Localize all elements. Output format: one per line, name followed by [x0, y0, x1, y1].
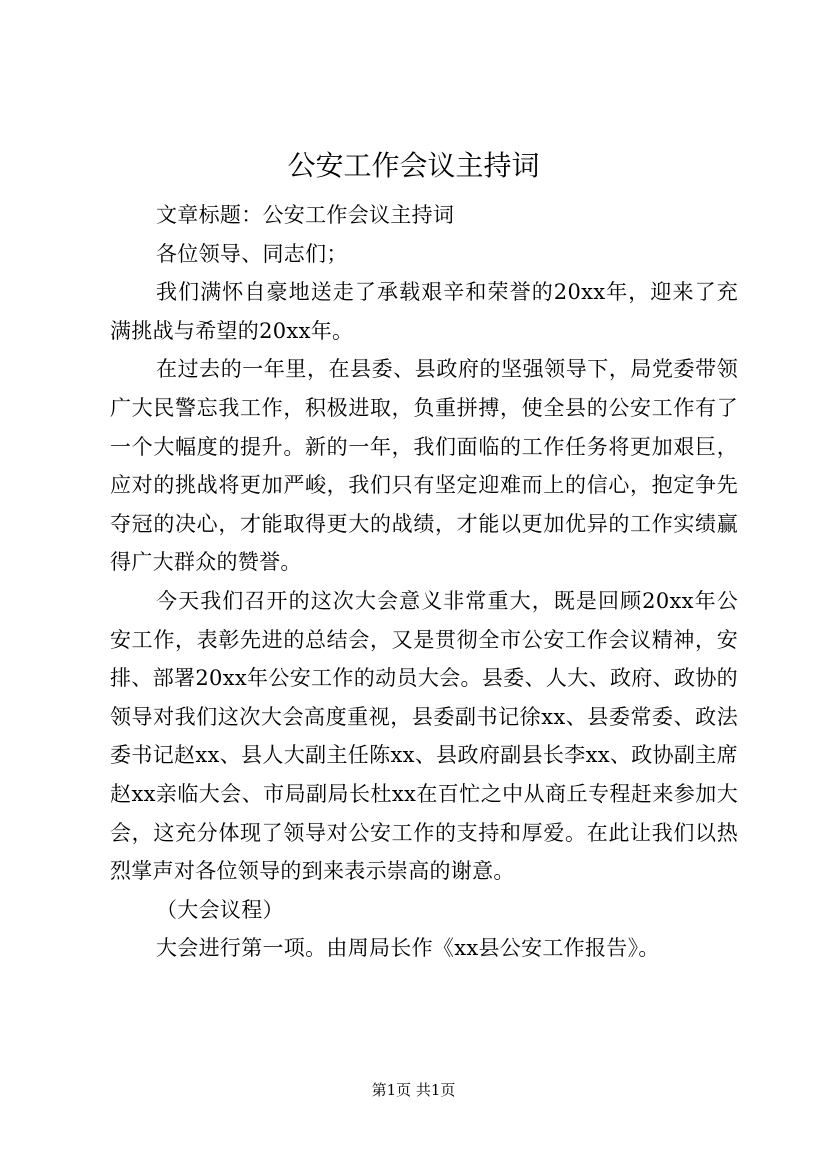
paragraph-review: 在过去的一年里，在县委、县政府的坚强领导下，局党委带领广大民警忘我工作，积极进取，负重拼搏，使全县的公安工作有了一个大幅度的提升。新的一年，我们面临的工作任务将更加艰巨，应对的挑战将更加严峻，我们只有坚定迎难而上的信心，抱定争先夺冠的决心，才能取得更大的战绩，才能以更加优异的工作实绩赢得广大群众的赞誉。 — [110, 357, 738, 575]
agenda-item-1: 大会进行第一项。由周局长作《xx县公安工作报告》。 — [156, 936, 660, 961]
agenda-heading: （大会议程） — [156, 897, 284, 922]
salutation: 各位领导、同志们； — [156, 241, 348, 266]
page-number-footer: 第1页 共1页 — [371, 1081, 456, 1099]
paragraph-opening: 我们满怀自豪地送走了承载艰辛和荣誉的20xx年，迎来了充满挑战与希望的20xx年。 — [110, 280, 738, 343]
article-title-line: 文章标题：公安工作会议主持词 — [156, 203, 455, 227]
document-title: 公安工作会议主持词 — [287, 149, 540, 182]
paragraph-meeting-significance: 今天我们召开的这次大会意义非常重大，既是回顾20xx年公安工作，表彰先进的总结会，又是贯彻全市公安工作会议精神，安排、部署20xx年公安工作的动员大会。县委、人大、政府、政协的领导对我们这次大会高度重视，县委副书记徐xx、县委常委、政法委书记赵xx、县人大副主任陈xx、县政府副县长李xx、政协副主席赵xx亲临大会、市局副局长杜xx在百忙之中从商丘专程赶来参加大会，这充分体现了领导对公安工作的支持和厚爱。在此让我们以热烈掌声对各位领导的到来表示崇高的谢意。 — [110, 588, 738, 884]
document-body — [110, 196, 738, 968]
